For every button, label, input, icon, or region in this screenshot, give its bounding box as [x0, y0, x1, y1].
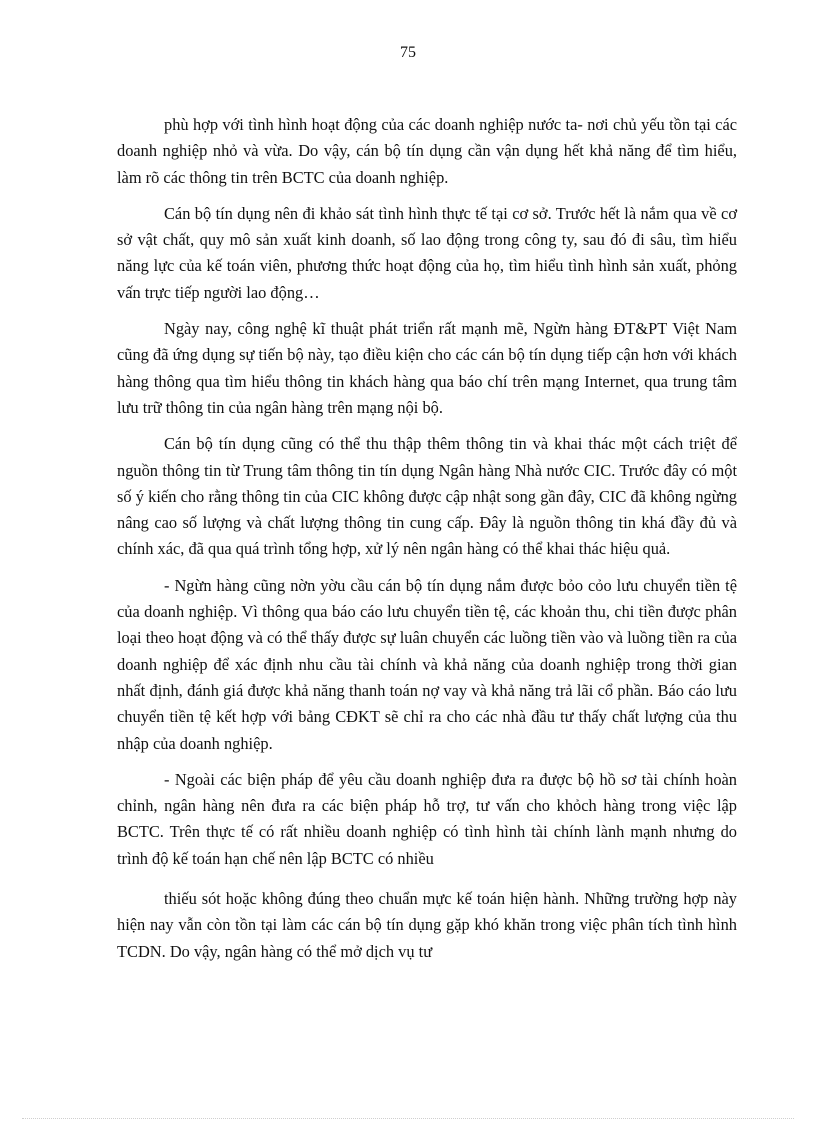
paragraph-4: Cán bộ tín dụng cũng có thể thu thập thêm thông tin và khai thác một cách triệt để nguồn thông tin từ Trung tâm thông tin tín dụng Ngân hàng Nhà nước CIC. Trước đây có một số ý kiến cho rằng thông tin của CIC không được cập nhật song gần đây, CIC đã không ngừng nâng cao số lượng và chất lượng thông tin cung cấp. Đây là nguồn thông tin khá đầy đủ và chính xác, đã qua quá trình tổng hợp, xử lý nên ngân hàng có thể khai thác hiệu quả.: [117, 434, 737, 559]
paragraph-2: Cán bộ tín dụng nên đi khảo sát tình hình thực tế tại cơ sở. Trước hết là nắm qua về cơ sở vật chất, quy mô sản xuất kinh doanh, số lao động trong công ty, sau đó đi sâu, tìm hiểu năng lực của kế toán viên, phương thức hoạt động của họ, tìm hiểu tình hình sản xuất, phỏng vấn trực tiếp người lao động…: [117, 203, 737, 302]
paragraph-3: Ngày nay, công nghệ kĩ thuật phát triển rất mạnh mẽ, Ngừn hàng ĐT&PT Việt Nam cũng đã ứng dụng sự tiến bộ này, tạo điều kiện cho các cán bộ tín dụng tiếp cận hơn với khách hàng thông qua tìm hiểu thông tin khách hàng qua báo chí trên mạng Internet, qua trung tâm lưu trữ thông tin của ngân hàng trên mạng nội bộ.: [117, 319, 737, 417]
paragraph-6: - Ngoài các biện pháp để yêu cầu doanh nghiệp đưa ra được bộ hồ sơ tài chính hoàn chỉnh, ngân hàng nên đưa ra các biện pháp hỗ trợ, tư vấn cho khỏch hàng trong việc lập BCTC. Trên thực tế có rất nhiều doanh nghiệp có tình hình tài chính lành mạnh nhưng do trình độ kế toán hạn chế nên lập BCTC có nhiều: [117, 769, 737, 868]
paragraph-5: - Ngừn hàng cũng nờn yờu cầu cán bộ tín dụng nắm được bỏo cỏo lưu chuyển tiền tệ của doanh nghiệp. Vì thông qua báo cáo lưu chuyển tiền tệ, các khoản thu, chi tiền được phân loại theo hoạt động và có thể thấy được sự luân chuyển các luồng tiền vào và luồng tiền ra của doanh nghiệp để xác định nhu cầu tài chính và khả năng của doanh nghiệp trong thời gian nhất định, đánh giá được khả năng thanh toán nợ vay và khả năng trả lãi cổ phần. Báo cáo lưu chuyển tiền tệ kết hợp với bảng CĐKT sẽ chỉ ra cho các nhà đầu tư thấy chất lượng của thu nhập của doanh nghiệp.: [117, 575, 737, 753]
document-body: [117, 112, 737, 965]
paragraph-7: thiếu sót hoặc không đúng theo chuẩn mực kế toán hiện hành. Những trường hợp này hiện nay vẫn còn tồn tại làm các cán bộ tín dụng gặp khó khăn trong việc phân tích tình hình TCDN. Do vậy, ngân hàng có thể mở dịch vụ tư: [117, 889, 737, 961]
paragraph-1: phù hợp với tình hình hoạt động của các doanh nghiệp nước ta- nơi chủ yếu tồn tại các doanh nghiệp nhỏ và vừa. Do vậy, cán bộ tín dụng cần vận dụng hết khả năng để tìm hiểu, làm rõ các thông tin trên BCTC của doanh nghiệp.: [117, 115, 737, 187]
page-bottom-divider: [22, 1118, 794, 1119]
page-number: 75: [400, 44, 416, 61]
